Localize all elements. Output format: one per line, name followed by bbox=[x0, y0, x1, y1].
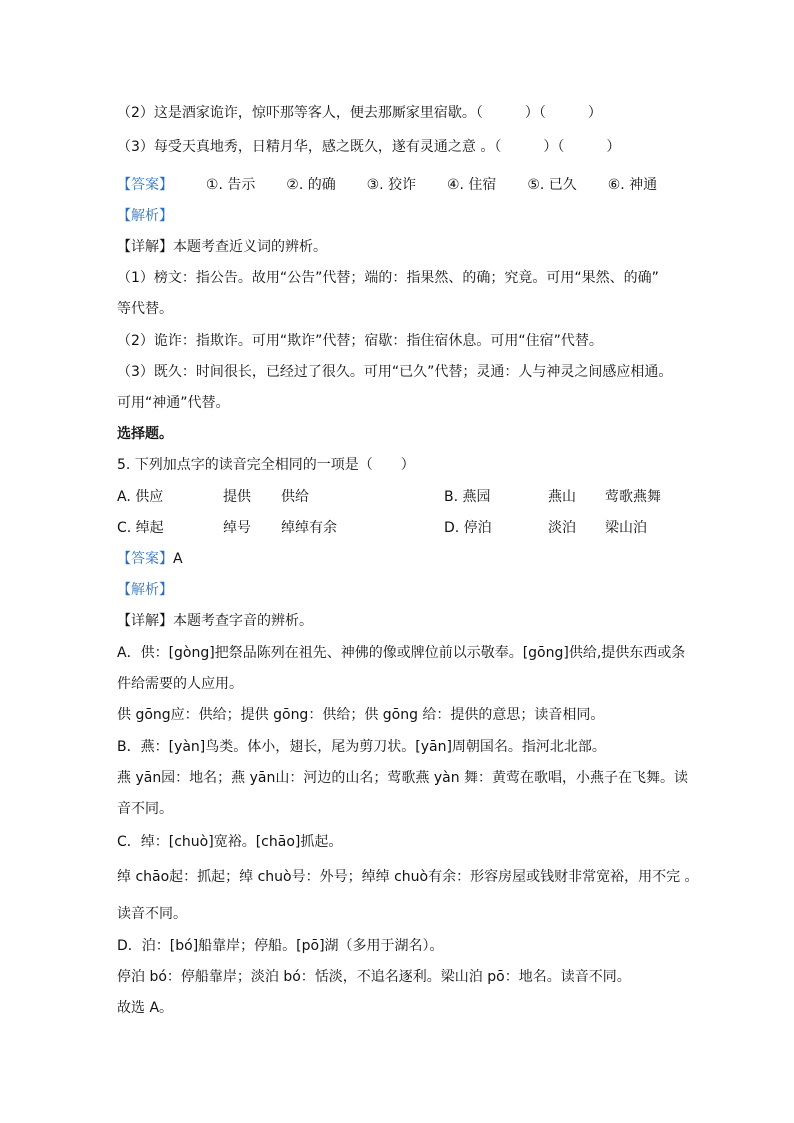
answer-line-2 bbox=[117, 549, 183, 569]
analysis-paragraph: 等代替。 bbox=[117, 301, 173, 317]
choice-b-2: 燕山 bbox=[548, 489, 576, 505]
detail-heading: 【详解】本题考查近义词的辨析。 bbox=[117, 239, 327, 255]
analysis-tag: 【解析】 bbox=[117, 582, 173, 598]
analysis-paragraph: 件给需要的人应用。 bbox=[117, 676, 243, 692]
answer-line bbox=[117, 175, 657, 195]
question-stem: 5. 下列加点字的读音完全相同的一项是（ ） bbox=[117, 457, 415, 473]
choice-d-3: 梁山泊 bbox=[605, 520, 647, 536]
question-item-2: （2）这是酒家诡诈，惊吓那等客人，便去那厮家里宿歇。（ ）（ ） bbox=[117, 105, 602, 121]
analysis-paragraph: B．燕：[yàn]鸟类。体小，翅长，尾为剪刀状。[yān]周朝国名。指河北北部。 bbox=[117, 739, 606, 755]
analysis-paragraph: D．泊：[bó]船靠岸；停船。[pō]湖（多用于湖名）。 bbox=[117, 938, 444, 954]
answer-item: ⑥. 神通 bbox=[607, 177, 658, 193]
analysis-tag: 【解析】 bbox=[117, 208, 173, 224]
choice-d-2: 淡泊 bbox=[548, 520, 576, 536]
analysis-paragraph: 燕 yān园：地名；燕 yān山：河边的山名；莺歌燕 yàn 舞：黄莺在歌唱，小燕子在飞舞。读 bbox=[117, 770, 689, 786]
analysis-paragraph: A．供：[gòng]把祭品陈列在祖先、神佛的像或牌位前以示敬奉。[gōng]供给,提供东西或条 bbox=[117, 645, 686, 661]
question-item-3: （3）每受天真地秀，日精月华，感之既久，遂有灵通之意 。（ ）（ ） bbox=[117, 139, 621, 155]
choice-c-1: C. 绰起 bbox=[117, 520, 164, 536]
conclusion: 故选 A。 bbox=[117, 1000, 174, 1016]
answer-tag: 【答案】 bbox=[117, 551, 173, 567]
choice-c-2: 绰号 bbox=[223, 520, 251, 536]
detail-heading: 【详解】本题考查字音的辨析。 bbox=[117, 613, 313, 629]
analysis-paragraph: （2）诡诈：指欺诈。可用“欺诈”代替；宿歇：指住宿休息。可用“住宿”代替。 bbox=[117, 333, 603, 349]
answer-value: A bbox=[173, 551, 183, 567]
section-heading: 选择题。 bbox=[117, 426, 173, 442]
analysis-paragraph: C．绰：[chuò]宽裕。[chāo]抓起。 bbox=[117, 834, 343, 850]
analysis-paragraph: 供 gōng应：供给；提供 gōng：供给；供 gōng 给：提供的意思；读音相同。 bbox=[117, 707, 605, 723]
answer-item: ⑤. 已久 bbox=[527, 177, 577, 193]
analysis-paragraph: 可用“神通”代替。 bbox=[117, 395, 230, 411]
analysis-paragraph: 绰 chāo起：抓起；绰 chuò号：外号；绰绰 chuò有余：形容房屋或钱财非常宽裕，用不完 。 bbox=[117, 869, 699, 885]
analysis-paragraph: 停泊 bó：停船靠岸；淡泊 bó：恬淡，不追名逐利。梁山泊 pō：地名。读音不同。 bbox=[117, 969, 631, 985]
answer-item: ④. 住宿 bbox=[446, 177, 497, 193]
analysis-paragraph: 音不同。 bbox=[117, 801, 173, 817]
choice-a-1: A. 供应 bbox=[117, 489, 164, 505]
choice-a-2: 提供 bbox=[223, 489, 251, 505]
choice-b-3: 莺歌燕舞 bbox=[605, 489, 661, 505]
choice-d-1: D. 停泊 bbox=[444, 520, 492, 536]
answer-tag: 【答案】 bbox=[117, 177, 173, 193]
analysis-paragraph: （3）既久：时间很长，已经过了很久。可用“已久”代替；灵通：人与神灵之间感应相通。 bbox=[117, 364, 673, 380]
answer-item: ②. 的确 bbox=[286, 177, 336, 193]
choice-b-1: B. 燕园 bbox=[444, 489, 491, 505]
choice-a-3: 供给 bbox=[281, 489, 309, 505]
analysis-paragraph: （1）榜文：指公告。故用“公告”代替；端的：指果然、的确；究竟。可用“果然、的确” bbox=[117, 270, 659, 286]
answer-item: ①. 告示 bbox=[205, 177, 256, 193]
analysis-paragraph: 读音不同。 bbox=[117, 906, 187, 922]
choice-c-3: 绰绰有余 bbox=[281, 520, 337, 536]
answer-item: ③. 狡诈 bbox=[366, 177, 417, 193]
